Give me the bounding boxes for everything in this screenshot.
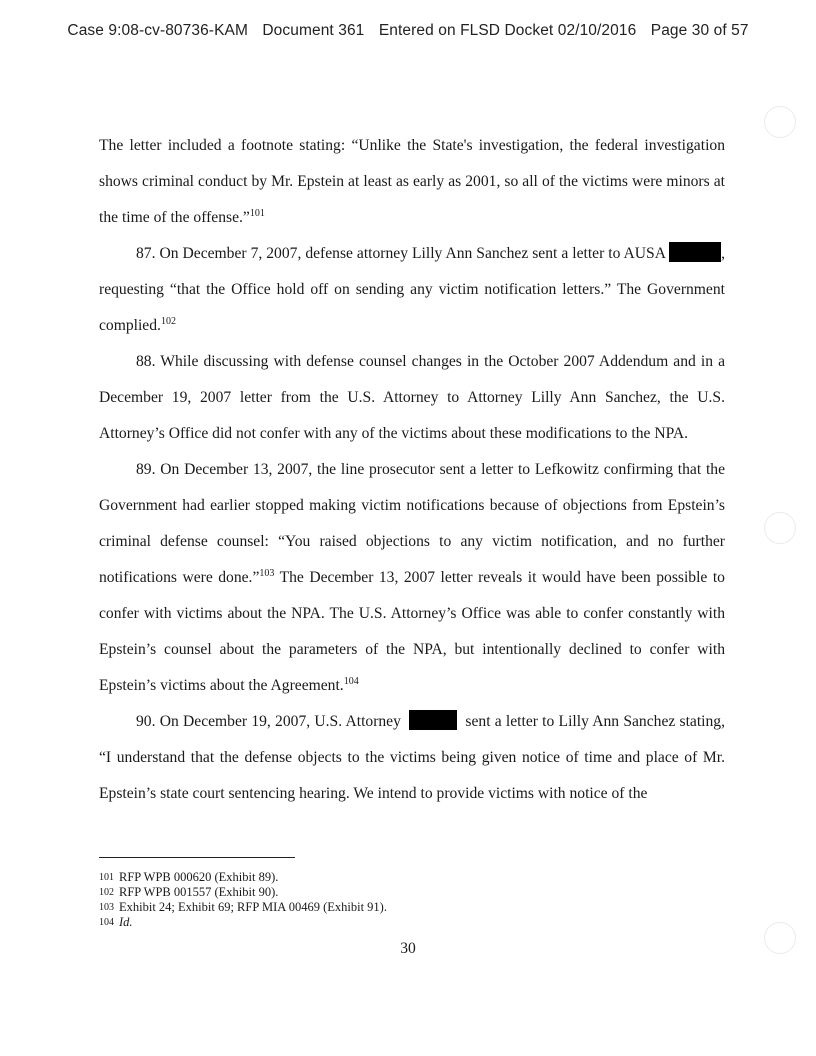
page-indicator: Page 30 of 57 bbox=[650, 22, 749, 39]
footnote-ref-102: 102 bbox=[160, 316, 176, 327]
entered-on-docket: Entered on FLSD Docket 02/10/2016 bbox=[378, 22, 637, 39]
footnote-ref-104: 104 bbox=[343, 676, 359, 687]
footnote-text: Exhibit 24; Exhibit 69; RFP MIA 00469 (Exhibit 91). bbox=[119, 900, 387, 914]
footnote-divider bbox=[99, 857, 295, 858]
redaction-box bbox=[409, 710, 457, 730]
punch-hole-mark bbox=[764, 106, 796, 138]
footnotes bbox=[99, 870, 725, 930]
docket-header bbox=[0, 22, 816, 40]
footnote-text: RFP WPB 000620 (Exhibit 89). bbox=[119, 870, 279, 884]
paragraph-90: 90. On December 19, 2007, U.S. Attorney sent a letter to Lilly Ann Sanchez stating, “I understand that the defense objects to the victims being given notice of time and place of Mr. Epstein’s state court sentencing hearing. We intend to provide victims with notice of the bbox=[99, 704, 725, 812]
punch-hole-mark bbox=[764, 512, 796, 544]
document-body bbox=[99, 128, 725, 812]
footnote-number: 101 bbox=[99, 872, 114, 883]
footnote-text: RFP WPB 001557 (Exhibit 90). bbox=[119, 885, 279, 899]
document-number: Document 361 bbox=[262, 22, 365, 39]
footnote-text: Id. bbox=[119, 915, 133, 929]
footnote bbox=[99, 870, 725, 885]
footnote-number: 102 bbox=[99, 887, 114, 898]
footnote bbox=[99, 885, 725, 900]
redaction-box bbox=[669, 242, 721, 262]
footnote-ref-101: 101 bbox=[249, 208, 265, 219]
paragraph-continuation: The letter included a footnote stating: “Unlike the State's investigation, the federal investigation shows criminal conduct by Mr. Epstein at least as early as 2001, so all of the victims were minors at the time of the offense.”$^{101}$ bbox=[99, 137, 725, 226]
footnote bbox=[99, 915, 725, 930]
paragraph-87: 87. On December 7, 2007, defense attorney Lilly Ann Sanchez sent a letter to AUSA , requesting “that the Office hold off on sending any victim notification letters.” The Government complied.$^{102}$ bbox=[99, 236, 725, 344]
case-number: Case 9:08-cv-80736-KAM bbox=[67, 22, 248, 39]
footnote-ref-103: 103 bbox=[259, 568, 275, 579]
page-number: 30 bbox=[400, 940, 416, 957]
footnote bbox=[99, 900, 725, 915]
footnote-number: 103 bbox=[99, 902, 114, 913]
paragraph-89: 89. On December 13, 2007, the line prosecutor sent a letter to Lefkowitz confirming that the Government had earlier stopped making victim notifications because of objections from Epstein’s criminal defense counsel: “You raised objections to any victim notification, and no further notifications were done.”$^{103}$ The December 13, 2007 letter reveals it would have been possible to confer with victims about the NPA. The U.S. Attorney’s Office was able to confer constantly with Epstein’s counsel about the parameters of the NPA, but intentionally declined to confer with Epstein’s victims about the Agreement.$^{104}$ bbox=[99, 461, 725, 694]
paragraph-88: 88. While discussing with defense counsel changes in the October 2007 Addendum and in a December 19, 2007 letter from the U.S. Attorney to Attorney Lilly Ann Sanchez, the U.S. Attorney’s Office did not confer with any of the victims about these modifications to the NPA. bbox=[99, 353, 725, 442]
punch-hole-mark bbox=[764, 922, 796, 954]
footnote-number: 104 bbox=[99, 917, 114, 928]
